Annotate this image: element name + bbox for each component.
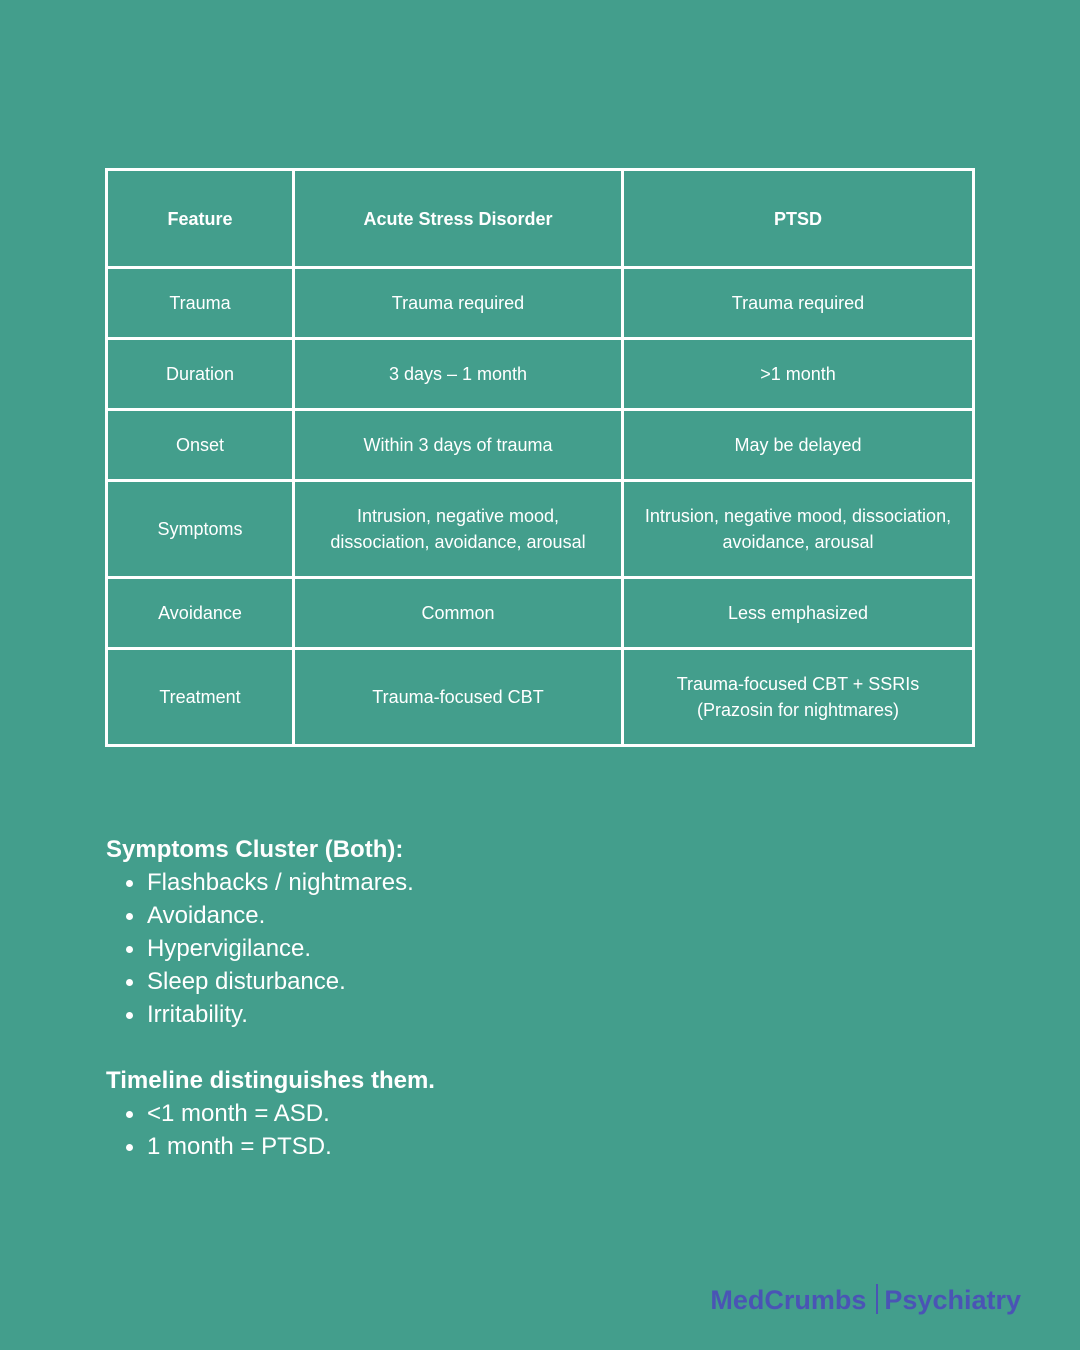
list-item bbox=[106, 1130, 906, 1163]
ptsd-cell: >1 month bbox=[623, 339, 974, 410]
list-item bbox=[106, 866, 906, 899]
table-header-row bbox=[107, 170, 974, 268]
list-item bbox=[106, 932, 906, 965]
bullet-icon bbox=[126, 946, 133, 953]
notes-section bbox=[106, 833, 906, 1196]
ptsd-cell: Trauma required bbox=[623, 268, 974, 339]
asd-cell: Intrusion, negative mood, dissociation, avoidance, arousal bbox=[294, 481, 623, 578]
table-row-treatment bbox=[107, 649, 974, 746]
asd-cell: Within 3 days of trauma bbox=[294, 410, 623, 481]
list-item-text: Hypervigilance. bbox=[147, 935, 312, 962]
table-row-avoidance bbox=[107, 578, 974, 649]
list-item-text: Avoidance. bbox=[147, 902, 266, 929]
timeline-heading: Timeline distinguishes them. bbox=[106, 1067, 435, 1094]
list-item-text: Irritability. bbox=[147, 1001, 248, 1028]
table-row-symptoms bbox=[107, 481, 974, 578]
list-item-text: Sleep disturbance. bbox=[147, 968, 346, 995]
list-item bbox=[106, 1097, 906, 1130]
bullet-icon bbox=[126, 1012, 133, 1019]
table-row-duration bbox=[107, 339, 974, 410]
asd-cell: 3 days – 1 month bbox=[294, 339, 623, 410]
list-item-text: <1 month = ASD. bbox=[147, 1100, 330, 1127]
list-item bbox=[106, 965, 906, 998]
feature-cell: Duration bbox=[107, 339, 294, 410]
feature-cell: Avoidance bbox=[107, 578, 294, 649]
table-row-trauma bbox=[107, 268, 974, 339]
ptsd-cell: Intrusion, negative mood, dissociation, avoidance, arousal bbox=[623, 481, 974, 578]
bullet-icon bbox=[126, 979, 133, 986]
brand-divider bbox=[876, 1284, 878, 1314]
asd-cell: Trauma-focused CBT bbox=[294, 649, 623, 746]
asd-cell: Common bbox=[294, 578, 623, 649]
feature-cell: Symptoms bbox=[107, 481, 294, 578]
brand-name: MedCrumbs bbox=[710, 1285, 867, 1315]
feature-cell: Onset bbox=[107, 410, 294, 481]
header-ptsd: PTSD bbox=[623, 170, 974, 268]
list-item bbox=[106, 899, 906, 932]
symptoms-cluster-list bbox=[106, 866, 906, 1031]
comparison-table bbox=[105, 168, 975, 747]
feature-cell: Trauma bbox=[107, 268, 294, 339]
timeline-list bbox=[106, 1097, 906, 1163]
list-item bbox=[106, 998, 906, 1031]
header-feature: Feature bbox=[107, 170, 294, 268]
ptsd-cell: Less emphasized bbox=[623, 578, 974, 649]
header-acute-stress-disorder: Acute Stress Disorder bbox=[294, 170, 623, 268]
bullet-icon bbox=[126, 1144, 133, 1151]
bullet-icon bbox=[126, 913, 133, 920]
bullet-icon bbox=[126, 1111, 133, 1118]
brand-section: Psychiatry bbox=[884, 1285, 1021, 1315]
ptsd-cell: Trauma-focused CBT + SSRIs (Prazosin for nightmares) bbox=[623, 649, 974, 746]
symptoms-cluster-heading: Symptoms Cluster (Both): bbox=[106, 836, 404, 863]
list-item-text: Flashbacks / nightmares. bbox=[147, 869, 414, 896]
brand-logo bbox=[710, 1282, 1021, 1318]
feature-cell: Treatment bbox=[107, 649, 294, 746]
asd-cell: Trauma required bbox=[294, 268, 623, 339]
list-item-text: 1 month = PTSD. bbox=[147, 1133, 332, 1160]
table-row-onset bbox=[107, 410, 974, 481]
ptsd-cell: May be delayed bbox=[623, 410, 974, 481]
bullet-icon bbox=[126, 880, 133, 887]
